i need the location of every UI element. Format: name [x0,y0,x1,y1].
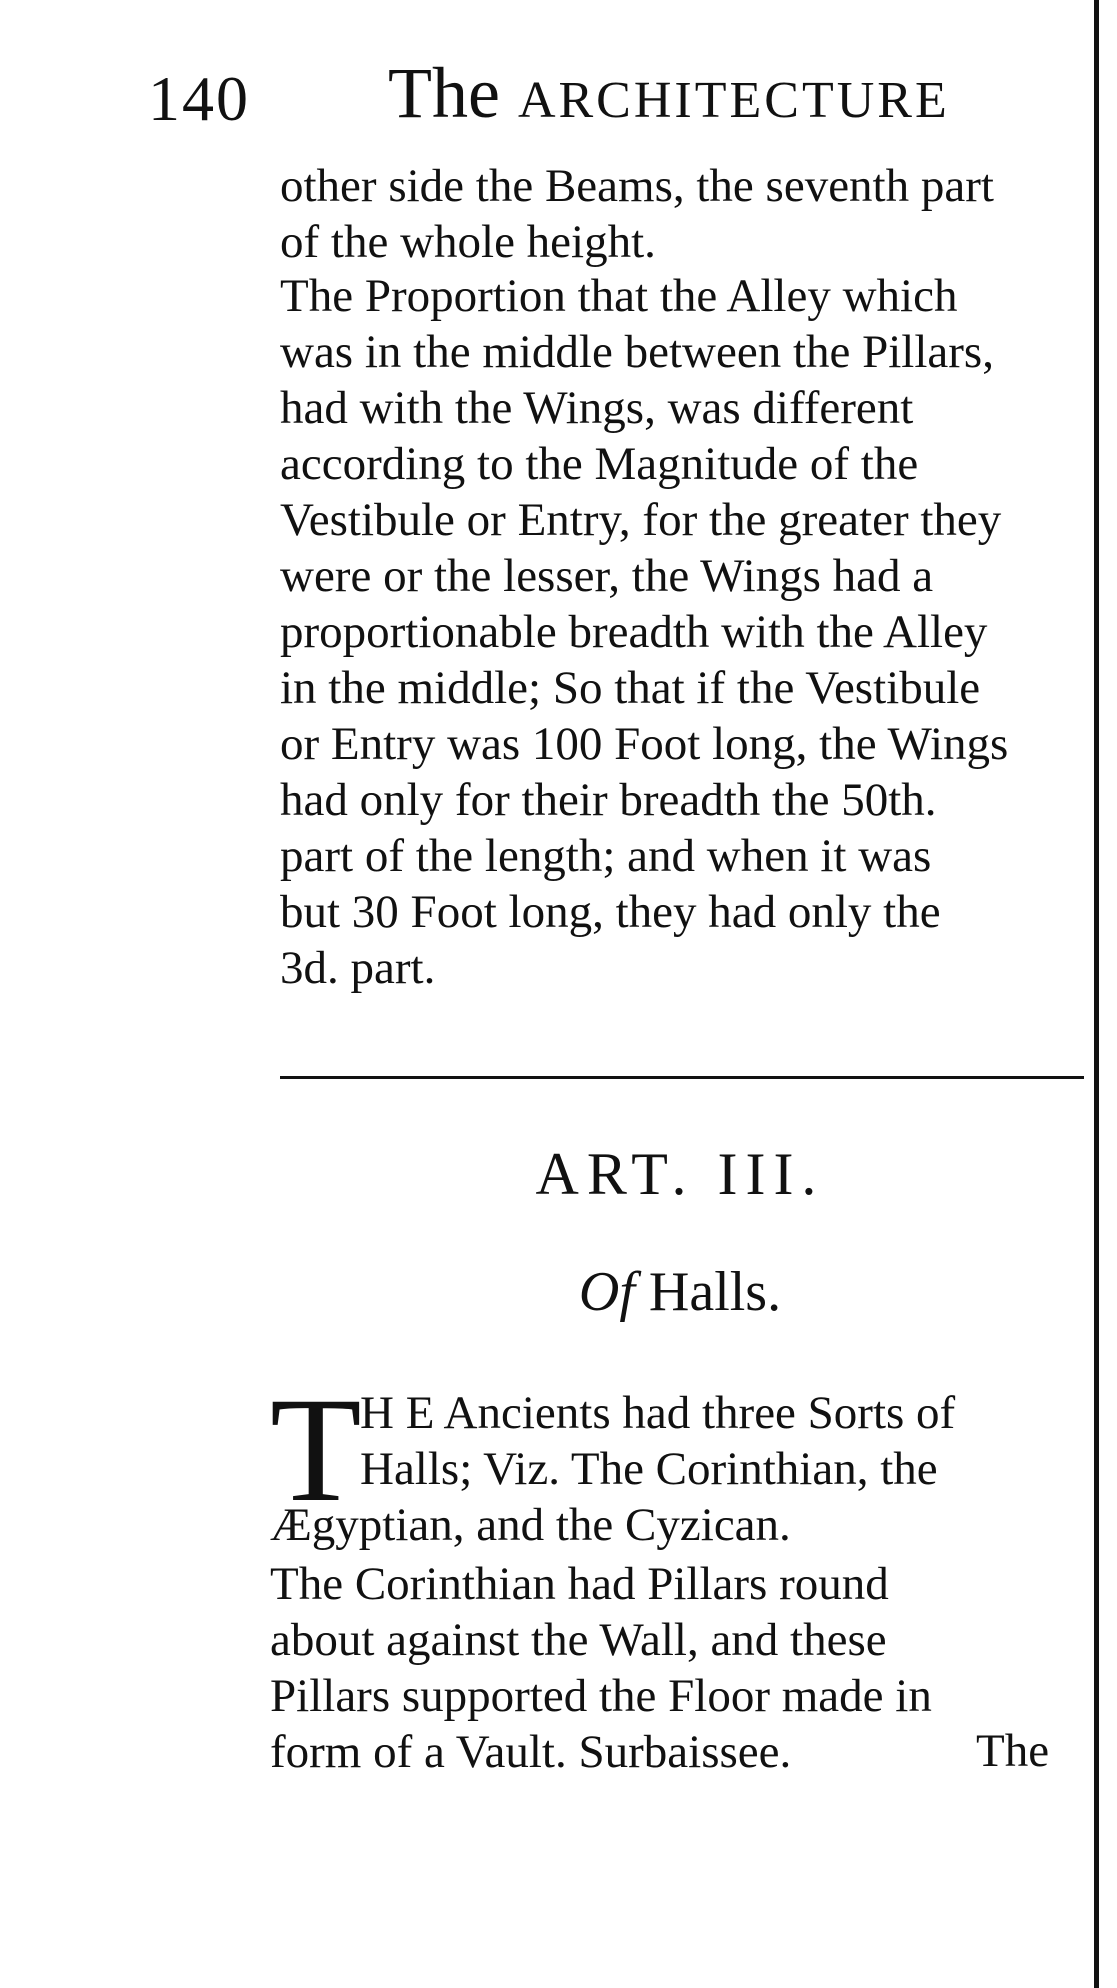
page-edge-rule [1094,0,1099,1988]
page-number: 140 [148,63,250,134]
section-title-halls: Halls. [634,1261,782,1323]
section-title-of: Of [578,1261,635,1323]
paragraph-2: The Proportion that the Alley which was in the middle between the Pillars, had with the Wings, was different according to the Magnitude of the Vestibule or Entry, for the greater they were or the lesser, the Wings had a proportionable breadth with the Alley in the middle; So that if the Vestibule or Entry was 100 Foot long, the Wings had only for their breadth the 50th. part of the length; and when it was but 30 Foot long, they had only the 3d. part. [280,270,1009,994]
page-header [140,52,1040,142]
section-divider [280,1076,1084,1079]
drop-cap: T [270,1367,362,1533]
catchword: The [976,1725,1050,1777]
paragraph-3-first-lines: H E Ancients had three Sorts of Halls; Viz. The Corinthian, the [360,1387,956,1495]
paragraph-3-remaining: Ægyptian, and the Cyzican. [270,1499,791,1551]
section-title [280,1260,1080,1324]
paragraph-4: The Corinthian had Pillars round about against the Wall, and these Pillars supported the Floor made in form of a Vault. Surbaissee. [270,1558,932,1778]
article-heading: ART. III. [535,1141,825,1207]
running-title [388,52,950,135]
running-title-caps: ARCHITECTURE [517,72,950,129]
running-title-lead: The [388,53,518,133]
paragraph-1: other side the Beams, the seventh part of the whole height. [280,160,994,268]
